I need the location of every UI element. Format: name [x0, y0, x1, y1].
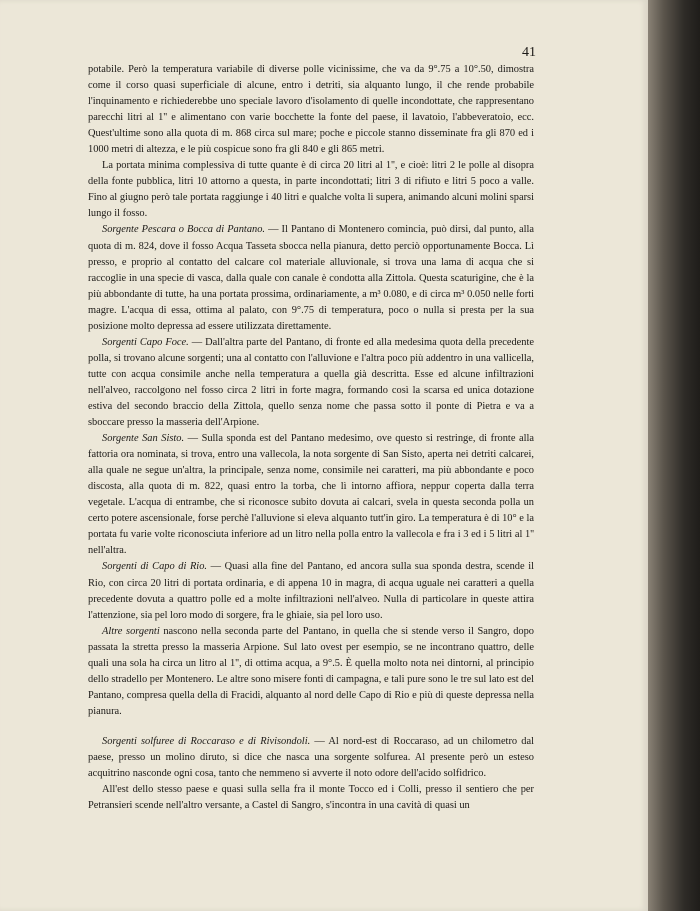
paragraph-text: potabile. Però la temperatura variabile di diverse polle vicinissime, che va da 9°.75 a 10°.50, dimostra come il corso quasi superficiale di alcune, entro i detriti, sia alquanto lungo, il che rende probabile l'inquinamento e richiederebbe uno speciale lavoro d'isolamento di quelle incondottate, che rappresentano parecchi litri al 1'' e alimentano con varie bocchette la fonte del paese, il lavatoio, l'abbeveratoio, ecc. Quest'ultime sono alla quota di m. 868 circa sul mare; poche e piccole stanno disseminate fra gli 870 ed i 1000 metri di altezza, e le più cospicue sono fra gli 840 e gli 865 metri. — [88, 64, 534, 156]
paragraph-text: — Dall'altra parte del Pantano, di fronte ed alla medesima quota della precedente polla, si trovano alcune sorgenti; una al contatto con l'alluvione e l'altra poco più addentro in una vallicella, tutte con acqua consimile anche nella temperatura a quella già descritta. Esse ed alcune infiltrazioni nell'alveo, raccolgono nel fosso circa 2 litri in forte magra, formando così la scarsa ed unica dotazione estiva del secondo braccio della Zittola, quello senza nome che passa sotto il ponte di Pietra e va a sboccare presso la masseria dell'Arpione. — [88, 336, 534, 429]
paragraph — [88, 559, 534, 623]
body-text — [88, 62, 534, 814]
paragraph-text: nascono nella seconda parte del Pantano, in quella che si stende verso il Sangro, dopo passata la stretta presso la masseria Arpione. Sul lato ovest per esempio, se ne incontrano quattro, delle quali una sola ha circa un litro al 1'', di ottima acqua, a 9°.5. È quella molto nota nei dintorni, al principio dello stradello per Montenero. Le altre sono misere fonti di campagna, e tali pure sono le tre sul lato est del Pantano, compresa quella della di Fracidi, alquanto al nord delle Capo di Rio e più di queste depressa nella pianura. — [88, 625, 534, 717]
paragraph-text: — Il Pantano di Montenero comincia, può dirsi, dal punto, alla quota di m. 824, dove il fosso Acqua Tasseta sbocca nella pianura, detto perciò opportunamente Bocca. Lì presso, e proprio al contatto del calcare col materiale alluvionale, si trova una lama di acqua che si raccoglie in una specie di vasca, dalla quale con canale è condotta alla Zittola. Questa scaturigine, che è la più abbondante di tutte, ha una portata prossima, ordinariamente, a m³ 0.080, e di circa m³ 0.050 nelle forti magre. L'acqua di essa, ottima al palato, con 9°.75 di temperatura, poco o nulla si presta per la sua posizione molto depressa ad essere utilizzata direttamente. — [88, 224, 534, 332]
paragraph-text: — Al nord-est di Roccaraso, ad un chilometro dal paese, presso un molino diruto, si dice che nasca una sorgente solfurea. Al presente però un esteso acquitrino nasconde ogni cosa, tanto che nemmeno si avverte il noto odore dell'acido solfidrico. — [88, 735, 534, 780]
paragraph — [88, 734, 534, 782]
paragraph — [88, 158, 534, 222]
paragraph-text: La portata minima complessiva di tutte quante è di circa 20 litri al 1'', e cioè: litri 2 le polle al disopra della fonte pubblica, litri 10 attorno a questa, in parte incondottati; litri 3 di rifiuto e litri 5 poco a valle. Fino al giugno però tale portata raggiunge i 40 litri e qualche volta li supera, animando alcuni molini sparsi lungo il fosso. — [88, 160, 534, 220]
section-heading: Sorgente San Sisto. — [102, 433, 185, 445]
paragraph — [88, 62, 534, 158]
paragraph — [88, 335, 534, 431]
paragraph-text: — Sulla sponda est del Pantano medesimo, ove questo si restringe, di fronte alla fattoria ora nominata, si trova, entro una vallecola, la nota sorgente di San Sisto, aperta nei detriti calcarei, alla quale ne segue un'altra, la principale, senza nome, consimile nei caratteri, ma più abbondante e poco discosta, alla quota di m. 822, quasi entro la torba, che lì intorno affiora, neppur coperta dalla terra vegetale. L'acqua di entrambe, che si riconosce subito dovuta ai calcari, svela in questa seconda polla un certo potere ascensionale, forse perchè l'alluvione si eleva alquanto tutt'in giro. La temperatura è di 10° e la portata fu varie volte riconosciuta inferiore ad un litro nella polla entro la vallecola e fra i 3 ed i 5 litri al 1'' nell'altra. — [88, 433, 534, 557]
section-heading: Sorgenti Capo Foce. — [102, 336, 189, 348]
section-heading: Sorgenti di Capo di Rio. — [102, 561, 207, 573]
book-page-edge — [648, 0, 700, 911]
page-number: 41 — [522, 45, 536, 60]
paragraph — [88, 624, 534, 720]
section-heading: Sorgente Pescara o Bocca di Pantano. — [102, 224, 266, 236]
paragraph — [88, 782, 534, 814]
paragraph — [88, 431, 534, 559]
paragraph — [88, 222, 534, 334]
paragraph-text: All'est dello stesso paese e quasi sulla sella fra il monte Tocco ed i Colli, presso il sentiero che per Petransieri scende nell'altro versante, a Castel di Sangro, s'incontra in una cavità di quasi un — [88, 784, 534, 812]
section-heading: Altre sorgenti — [102, 625, 160, 637]
section-heading: Sorgenti solfuree di Roccaraso e di Rivisondoli. — [102, 735, 311, 747]
paragraph-text: — Quasi alla fine del Pantano, ed ancora sulla sua sponda destra, scende il Rio, con circa 20 litri di portata ordinaria, e di appena 10 in magra, di acqua uguale nei caratteri a quella precedente dovuta a quattro polle ed a molte infiltrazioni nell'alveo. Nulla di particolare in queste attira l'attenzione, sia pel loro modo di sorgere, fra le ghiaie, sia pel loro uso. — [88, 561, 534, 621]
